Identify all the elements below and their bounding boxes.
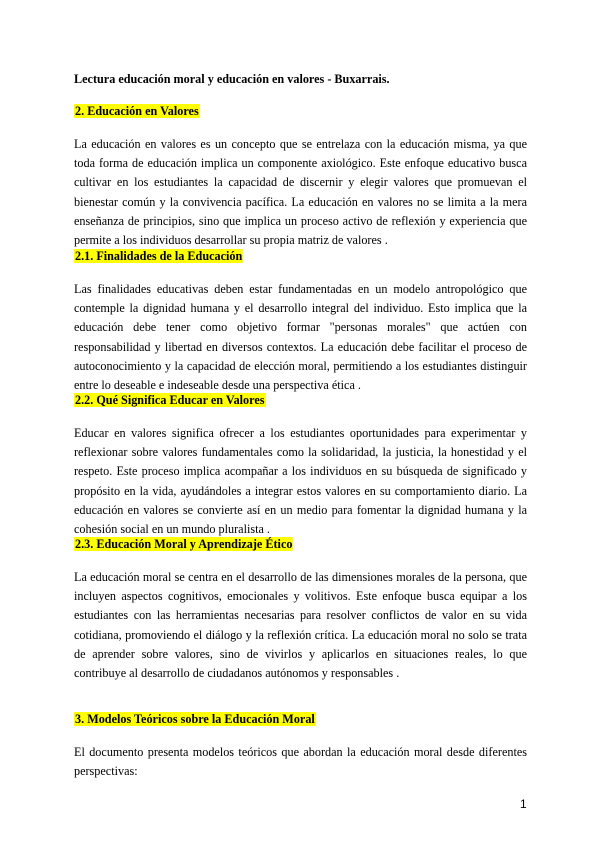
highlighted-heading-text: 2. Educación en Valores: [75, 104, 199, 118]
section-heading-que-significa-educar: [74, 393, 266, 408]
section-heading-finalidades: [74, 249, 243, 264]
section-heading-modelos-teoricos: [74, 712, 316, 727]
section-paragraph: Las finalidades educativas deben estar fundamentadas en un modelo antropológico que contemple la dignidad humana y el desarrollo integral del individuo. Esto implica que la educación debe tener como objetivo formar "personas morales" que actúen con responsabilidad y libertad en diversos contextos. La educación debe facilitar el proceso de autoconocimiento y la capacidad de elección moral, permitiendo a los estudiantes distinguir entre lo deseable e indeseable desde una perspectiva ética .: [74, 282, 527, 393]
page-number: 1: [520, 797, 527, 811]
document-title: Lectura educación moral y educación en valores - Buxarrais.: [74, 72, 390, 86]
section-heading-educacion-moral: [74, 537, 293, 552]
section-paragraph: La educación en valores es un concepto que se entrelaza con la educación misma, ya que toda forma de educación implica un componente axiológico. Este enfoque educativo busca cultivar en los estudiantes la capacidad de discernir y elegir valores que promuevan el bienestar común y la convivencia pacífica. La educación en valores no se limita a la mera enseñanza de principios, sino que implica un proceso activo de reflexión y experiencia que permite a los individuos desarrollar su propia matriz de valores .: [74, 137, 527, 248]
highlighted-heading-text: 2.2. Qué Significa Educar en Valores: [75, 393, 265, 407]
section-heading-educacion-en-valores: [74, 104, 200, 119]
section-paragraph: Educar en valores significa ofrecer a los estudiantes oportunidades para experimentar y reflexionar sobre valores fundamentales como la solidaridad, la justicia, la honestidad y el respeto. Este proceso implica acompañar a los individuos en su búsqueda de significado y propósito en la vida, ayudándoles a integrar estos valores en su comportamiento diario. La educación en valores se convierte así en un medio para fomentar la dignidad humana y la cohesión social en un mundo pluralista .: [74, 426, 527, 537]
highlighted-heading-text: 2.1. Finalidades de la Educación: [75, 249, 243, 263]
section-paragraph: La educación moral se centra en el desarrollo de las dimensiones morales de la persona, que incluyen aspectos cognitivos, emocionales y volitivos. Este enfoque busca equipar a los estudiantes con las herramientas necesarias para resolver conflictos de valor en su vida cotidiana, promoviendo el diálogo y la reflexión crítica. La educación moral no solo se trata de aprender sobre valores, sino de vivirlos y aplicarlos en situaciones reales, lo que contribuye al desarrollo de ciudadanos autónomos y responsables .: [74, 570, 527, 681]
section-paragraph: El documento presenta modelos teóricos que abordan la educación moral desde diferentes perspectivas:: [74, 745, 527, 779]
highlighted-heading-text: 3. Modelos Teóricos sobre la Educación Moral: [75, 712, 315, 726]
highlighted-heading-text: 2.3. Educación Moral y Aprendizaje Ético: [75, 537, 293, 551]
